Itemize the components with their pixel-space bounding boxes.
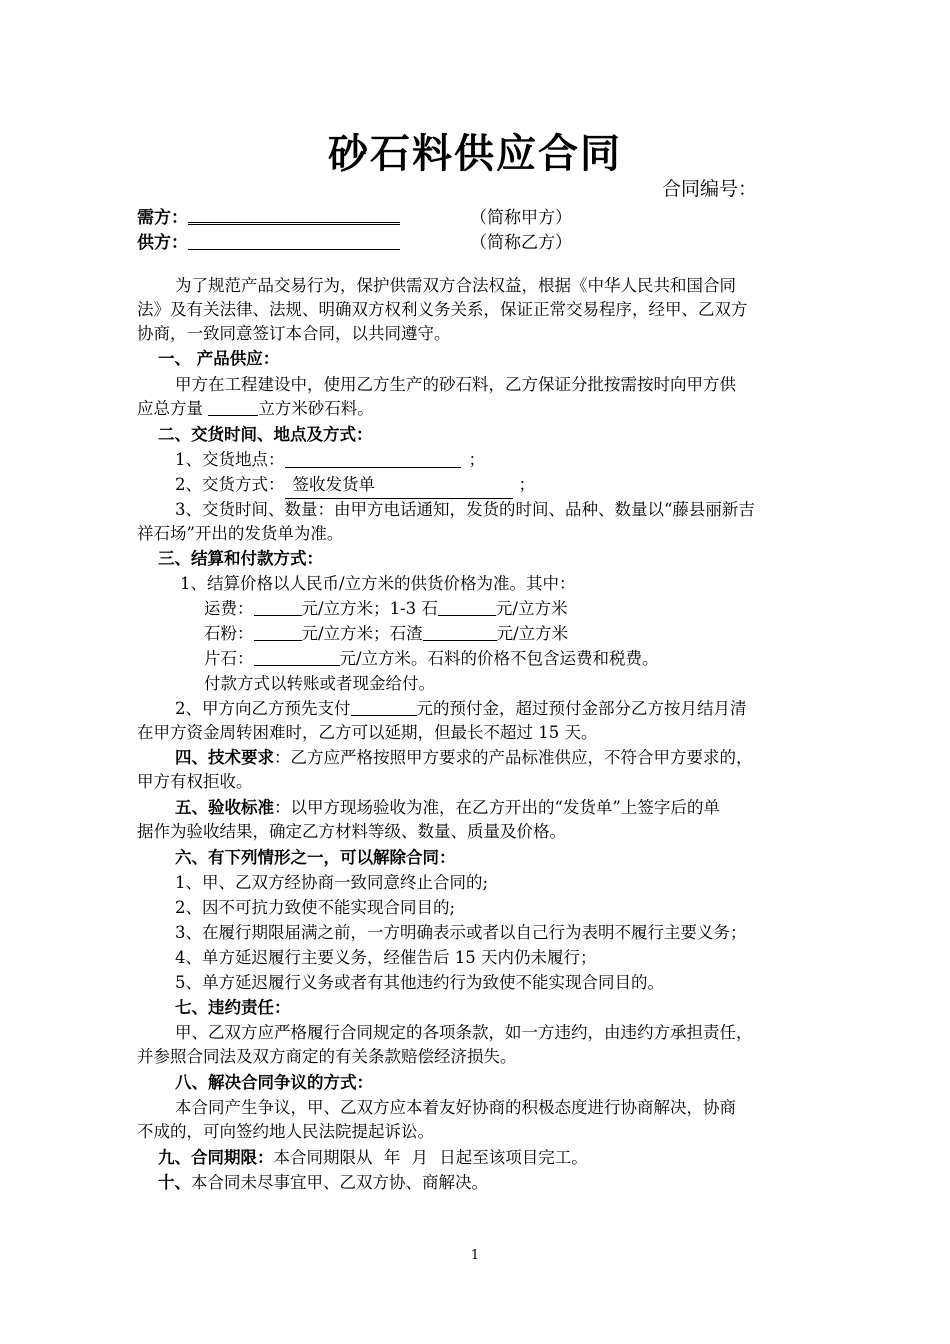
delivery-method-row xyxy=(175,473,535,499)
stone-1-3-label: 1-3 石 xyxy=(389,599,438,618)
section-2-heading: 二、交货时间、地点及方式： xyxy=(158,425,373,444)
termination-item-1: 1、甲、乙双方经协商一致同意终止合同的; xyxy=(175,873,489,892)
section-4-line-1 xyxy=(175,746,753,771)
supply-party-label: 供方： xyxy=(137,233,188,253)
supply-party-row xyxy=(137,228,400,253)
section-8-line-2: 不成的，可向签约地人民法院提起诉讼。 xyxy=(137,1122,434,1141)
section-10-line xyxy=(158,1171,488,1196)
chip-row xyxy=(204,647,659,672)
section-9-heading: 九、合同期限： xyxy=(158,1148,274,1167)
demand-party-row xyxy=(137,203,400,228)
prepayment-line-1 xyxy=(175,697,747,722)
stone-1-3-blank xyxy=(438,597,496,616)
termination-item-3: 3、在履行期限届满之前，一方明确表示或者以自己行为表明不履行主要义务； xyxy=(175,923,747,942)
demand-party-label: 需方： xyxy=(137,208,188,228)
freight-unit: 元/立方米； xyxy=(301,599,390,618)
section-7-heading: 七、违约责任： xyxy=(175,998,291,1017)
slag-unit: 元/立方米 xyxy=(496,624,569,643)
slag-label: 石渣 xyxy=(389,624,423,643)
section-8-line-1: 本合同产生争议，甲、乙双方应本着友好协商的积极态度进行协商解决，协商 xyxy=(175,1098,736,1117)
freight-label: 运费： xyxy=(204,599,254,618)
payment-method: 付款方式以转账或者现金给付。 xyxy=(204,674,435,693)
section-5-text: ：以甲方现场验收为准，在乙方开出的“发货单”上签字后的单 xyxy=(274,798,720,817)
chip-blank xyxy=(254,647,340,666)
intro-line-1: 为了规范产品交易行为，保护供需双方合法权益，根据《中华人民共和国合同 xyxy=(175,276,736,295)
delivery-method-end: ； xyxy=(518,475,535,494)
supply-party-abbr: （简称乙方） xyxy=(470,233,572,253)
section-10-heading: 十、 xyxy=(158,1173,191,1192)
section-4-text: ：乙方应严格按照甲方要求的产品标准供应，不符合甲方要求的， xyxy=(274,748,753,767)
section-8-heading: 八、解决合同争议的方式： xyxy=(175,1073,373,1092)
powder-label: 石粉： xyxy=(204,624,254,643)
section-4-line-2: 甲方有权拒收。 xyxy=(137,772,253,791)
delivery-method-value: 签收发货单 xyxy=(292,475,375,494)
section-10-text: 本合同未尽事宜甲、乙双方协、商解决。 xyxy=(191,1173,488,1192)
section-3-heading: 三、结算和付款方式： xyxy=(158,549,323,568)
section-1-heading: 一、 产品供应： xyxy=(158,349,280,368)
section-1-line-2 xyxy=(137,397,374,422)
prepayment-line-2: 在甲方资金周转困难时，乙方可以延期，但最长不超过 15 天。 xyxy=(137,723,598,742)
prepayment-text: 元的预付金，超过预付金部分乙方按月结月清 xyxy=(416,699,747,718)
delivery-place-blank xyxy=(285,449,461,468)
chip-label: 片石： xyxy=(204,649,254,668)
contract-number-label: 合同编号： xyxy=(662,178,758,200)
demand-party-abbr: （简称甲方） xyxy=(470,208,572,228)
intro-line-3: 协商，一致同意签订本合同，以共同遵守。 xyxy=(137,324,451,343)
section-5-line-1 xyxy=(175,796,720,821)
termination-item-5: 5、单方延迟履行义务或者有其他违约行为致使不能实现合同目的。 xyxy=(175,973,664,992)
delivery-time-line-2: 祥石场”开出的发货单为准。 xyxy=(137,524,344,543)
slag-blank xyxy=(423,622,497,641)
freight-row xyxy=(204,597,567,622)
delivery-method-blank xyxy=(285,473,513,499)
page-title: 砂石料供应合同 xyxy=(328,131,622,177)
delivery-method-label: 2、交货方式： xyxy=(175,475,285,494)
section-6-heading: 六、有下列情形之一，可以解除合同： xyxy=(175,848,456,867)
prepayment-label: 2、甲方向乙方预先支付 xyxy=(175,699,351,718)
chip-unit: 元/立方米。石料的价格不包含运费和税费。 xyxy=(339,649,659,668)
delivery-place-row xyxy=(175,448,485,473)
section-4-heading: 四、技术要求 xyxy=(175,748,274,767)
termination-item-4: 4、单方延迟履行主要义务，经催告后 15 天内仍未履行； xyxy=(175,948,597,967)
powder-blank xyxy=(254,622,302,641)
prepayment-blank xyxy=(351,697,417,716)
section-9-text: 本合同期限从 年 月 日起至该项目完工。 xyxy=(273,1148,588,1167)
section-7-line-1: 甲、乙双方应严格履行合同规定的各项条款，如一方违约，由违约方承担责任， xyxy=(175,1023,753,1042)
powder-unit: 元/立方米； xyxy=(301,624,390,643)
supply-party-blank xyxy=(188,231,400,250)
total-volume-blank xyxy=(208,397,258,416)
section-1-line-1: 甲方在工程建设中，使用乙方生产的砂石料，乙方保证分批按需按时向甲方供 xyxy=(175,375,736,394)
freight-blank xyxy=(254,597,302,616)
demand-party-blank xyxy=(188,204,400,225)
section-7-line-2: 并参照合同法及双方商定的有关条款赔偿经济损失。 xyxy=(137,1047,517,1066)
section-3-p1: 1、结算价格以人民币/立方米的供货价格为准。其中： xyxy=(180,574,576,593)
powder-row xyxy=(204,622,568,647)
section-9-line xyxy=(158,1146,588,1171)
delivery-time-line-1: 3、交货时间、数量：由甲方电话通知，发货的时间、品种、数量以“藤县丽新吉 xyxy=(175,500,755,519)
intro-line-2: 法》及有关法律、法规、明确双方权利义务关系，保证正常交易程序，经甲、乙双方 xyxy=(137,300,748,319)
page-number: 1 xyxy=(470,1248,480,1263)
section-5-line-2: 据作为验收结果，确定乙方材料等级、数量、质量及价格。 xyxy=(137,822,566,841)
total-volume-unit: 立方米砂石料。 xyxy=(258,399,374,418)
section-5-heading: 五、验收标准 xyxy=(175,798,274,817)
delivery-place-label: 1、交货地点： xyxy=(175,450,285,469)
delivery-place-end: ； xyxy=(468,450,485,469)
termination-item-2: 2、因不可抗力致使不能实现合同目的; xyxy=(175,898,456,917)
stone-1-3-unit: 元/立方米 xyxy=(495,599,568,618)
total-volume-label: 应总方量 xyxy=(137,399,209,418)
